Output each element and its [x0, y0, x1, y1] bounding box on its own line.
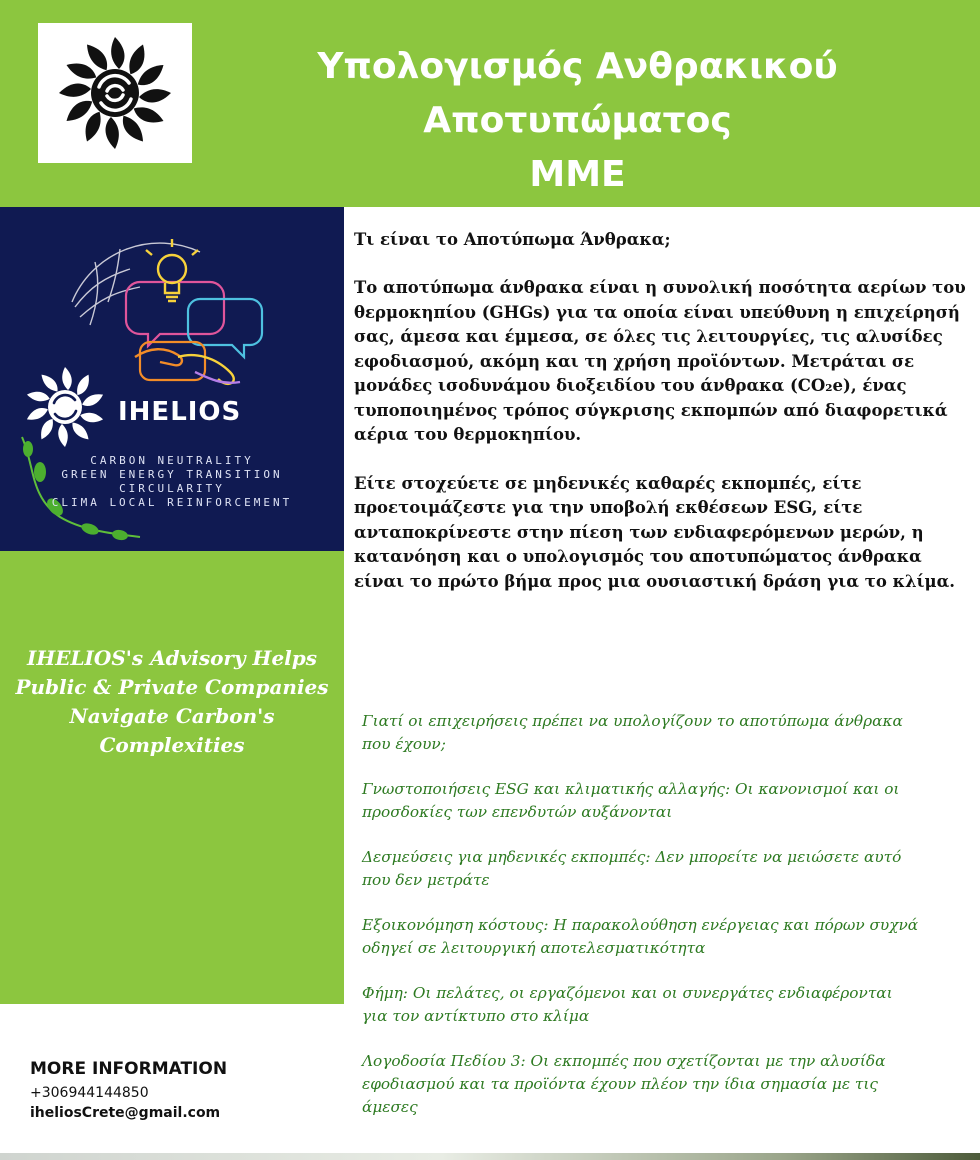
speech-bubbles-icon	[126, 282, 262, 380]
globe-icon	[72, 243, 200, 325]
reason-item: Γνωστοποιήσεις ESG και κλιματικής αλλαγής: Οι κανονισμοί και οι προσδοκίες των επενδυτών αυξάνονται	[362, 780, 900, 821]
advisory-text: IHELIOS's Advisory Helps Public & Private Companies Navigate Carbon's Complexities	[15, 646, 329, 757]
banner-brand: IHELIOS	[118, 397, 242, 427]
contact-title: MORE INFORMATION	[30, 1059, 228, 1079]
left-column	[0, 207, 344, 1160]
banner-tag: GREEN ENERGY TRANSITION	[61, 468, 283, 481]
reason-item: Δεσμεύσεις για μηδενικές εκπομπές: Δεν μπορείτε να μειώσετε αυτό που δεν μετράτε	[362, 848, 902, 889]
reason-item: Εξοικονόμηση κόστους: Η παρακολούθηση ενέργειας και πόρων συχνά οδηγεί σε λειτουργική αποτελεσματικότητα	[362, 916, 919, 957]
bottom-photo-strip	[0, 1153, 980, 1160]
banner-tag: CLIMA LOCAL REINFORCEMENT	[51, 496, 293, 509]
banner-tag: CIRCULARITY	[119, 482, 225, 495]
sun-swirl-icon	[25, 367, 105, 447]
contact-email[interactable]: iheliosCrete@gmail.com	[30, 1105, 221, 1121]
page-title	[255, 40, 900, 202]
importance-paragraph: Είτε στοχεύετε σε μηδενικές καθαρές εκπομπές, είτε προετοιμάζεστε για την υποβολή εκθέσεων ESG, είτε ανταποκρίνεστε στην πίεση των ενδιαφερόμενων μερών, η κατανόηση και ο υπολογισμός του αποτυπώματος άνθρακα είναι το πρώτο βήμα προς μια ουσιαστική δράση για το κλίμα.	[354, 473, 956, 591]
hands-icon	[135, 349, 240, 384]
logo-box	[38, 23, 192, 163]
reason-item: Γιατί οι επιχειρήσεις πρέπει να υπολογίζουν το αποτύπωμα άνθρακα που έχουν;	[362, 712, 903, 753]
title-line: ΜΜΕ	[529, 154, 626, 195]
definition-paragraph: Το αποτύπωμα άνθρακα είναι η συνολική ποσότητα αερίων του θερμοκηπίου (GHGs) για τα οποία είναι υπεύθυνη η επιχείρησή σας, άμεσα και έμμεσα, σε όλες τις λειτουργίες, τις αλυσίδες εφοδιασμού, ακόμη και τη χρήση προϊόντων. Μετράται σε μονάδες ισοδυνάμου διοξειδίου του άνθρακα (CO₂e), ένας τυποποιημένος τρόπος σύγκρισης εκπομπών από διαφορετικά αέρια του θερμοκηπίου.	[354, 278, 966, 444]
banner-taglines	[0, 454, 344, 510]
header-banner	[0, 0, 980, 207]
title-line: Υπολογισμός Ανθρακικού	[317, 46, 838, 87]
banner-tag: CARBON NEUTRALITY	[90, 454, 254, 467]
contact-block	[30, 1059, 330, 1121]
reason-item: Λογοδοσία Πεδίου 3: Οι εκπομπές που σχετίζονται με την αλυσίδα εφοδιασμού και τα προϊόντα έχουν πλέον την ίδια σημασία με τις άμεσες	[362, 1052, 886, 1116]
ihelios-banner	[0, 207, 344, 551]
title-line: Αποτυπώματος	[423, 100, 732, 141]
reasons-list	[362, 710, 922, 1141]
main-content	[354, 228, 974, 618]
sun-swirl-logo-icon	[55, 33, 175, 153]
advisory-panel	[0, 551, 344, 1004]
reason-item: Φήμη: Οι πελάτες, οι εργαζόμενοι και οι συνεργάτες ενδιαφέρονται για τον αντίκτυπο στο κλίμα	[362, 984, 893, 1025]
section-question: Τι είναι το Αποτύπωμα Άνθρακα;	[354, 230, 671, 249]
contact-phone[interactable]: +306944144850	[30, 1085, 149, 1101]
